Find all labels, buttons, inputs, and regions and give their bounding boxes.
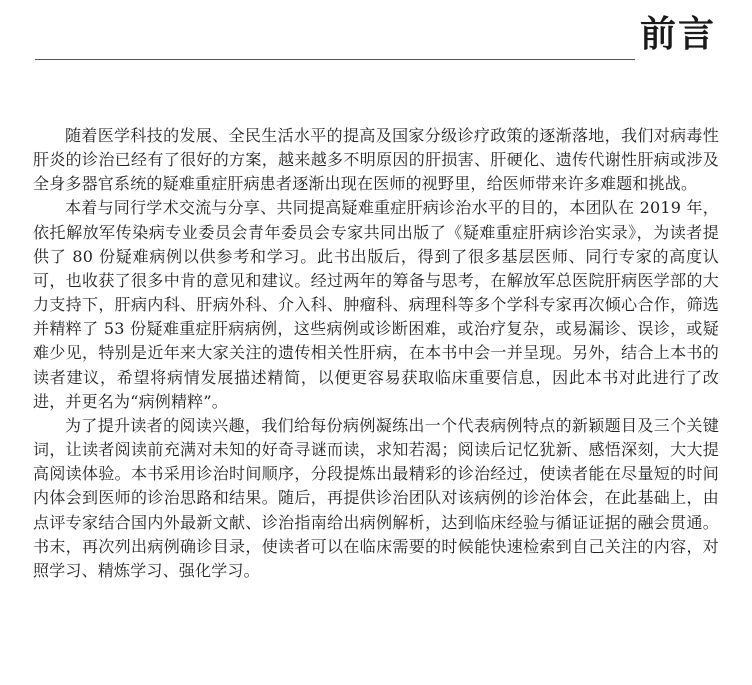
page-title: 前言 xyxy=(640,14,717,55)
paragraph-3: 为了提升读者的阅读兴趣，我们给每份病例凝练出一个代表病例特点的新颖题目及三个关键词，让读者阅读前充满对未知的好奇寻谜而读，求知若渴；阅读后记忆犹新、感悟深刻，大大提高阅读体验。本书采用诊治时间顺序，分段提炼出最精彩的诊治经过，使读者能在尽量短的时间内体会到医师的诊治思路和结果。随后，再提供诊治团队对该病例的诊治体会，在此基础上，由点评专家结合国内外最新文献、诊治指南给出病例解析，达到临床经验与循证证据的融会贯通。书末，再次列出病例确诊目录，使读者可以在临床需要的时候能快速检索到自己关注的内容，对照学习、精炼学习、强化学习。 xyxy=(33,415,719,580)
header-divider xyxy=(35,59,635,60)
preface-body xyxy=(33,124,719,583)
paragraph-1: 随着医学科技的发展、全民生活水平的提高及国家分级诊疗政策的逐渐落地，我们对病毒性肝炎的诊治已经有了很好的方案，越来越多不明原因的肝损害、肝硬化、遗传代谢性肝病或涉及全身多器官系统的疑难重症肝病患者逐渐出现在医师的视野里，给医师带来许多难题和挑战。 xyxy=(33,126,719,194)
paragraph-2: 本着与同行学术交流与分享、共同提高疑难重症肝病诊治水平的目的，本团队在 2019 年，依托解放军传染病专业委员会青年委员会专家共同出版了《疑难重症肝病诊治实录》，为读者提供了 80 份疑难病例以供参考和学习。此书出版后，得到了很多基层医师、同行专家的高度认可，也收获了很多中肯的意见和建议。经过两年的筹备与思考，在解放军总医院肝病医学部的大力支持下，肝病内科、肝病外科、介入科、肿瘤科、病理科等多个学科专家再次倾心合作，筛选并精粹了 53 份疑难重症肝病病例，这些病例或诊断困难，或治疗复杂，或易漏诊、误诊，或疑难少见，特别是近年来大家关注的遗传相关性肝病，在本书中会一并呈现。另外，结合上本书的读者建议，希望将病情发展描述精简，以便更容易获取临床重要信息，因此本书对此进行了改进，并更名为“病例精粹”。 xyxy=(33,198,719,411)
